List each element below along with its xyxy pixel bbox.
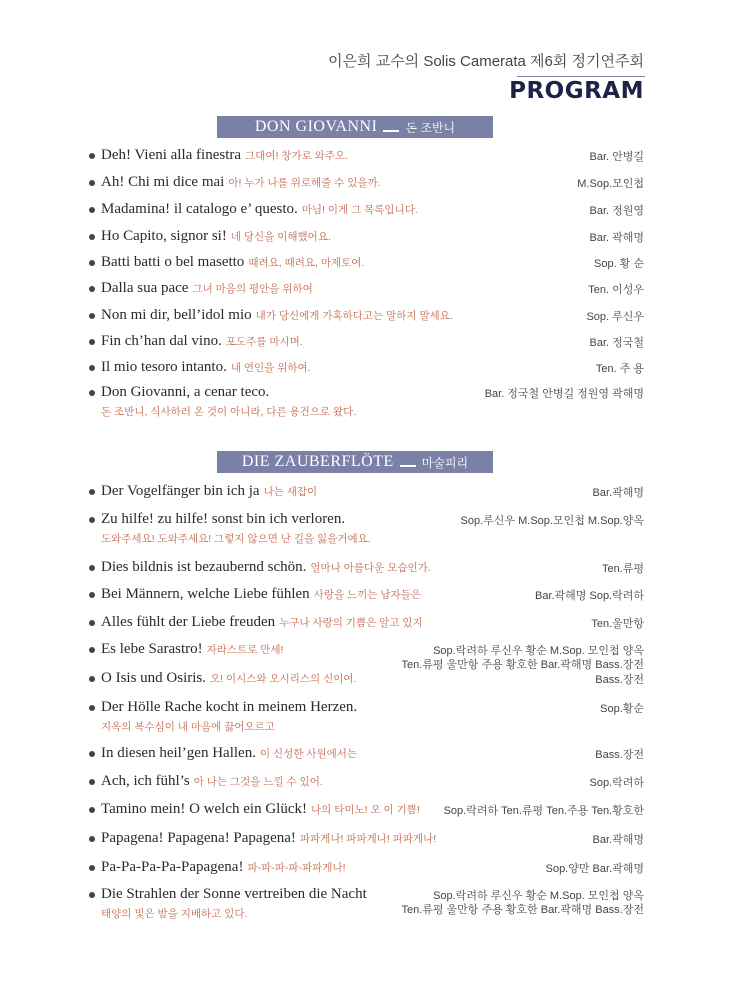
piece-title: Ho Capito, signor si! 네 당신을 이해했어요. bbox=[101, 228, 331, 244]
program-item bbox=[89, 830, 644, 850]
section-title-en: DON GIOVANNI bbox=[254, 118, 378, 135]
performer-line: Bass.장전 bbox=[595, 674, 644, 686]
performer-line: Ten. 이성우 bbox=[588, 284, 644, 296]
performer-line: Sop.루신우 M.Sop.모인첩 M.Sop.양옥 bbox=[460, 515, 644, 527]
bullet-icon bbox=[89, 751, 95, 757]
program-item-line bbox=[89, 147, 644, 167]
program-item bbox=[89, 801, 644, 821]
program-item bbox=[89, 384, 644, 418]
program-item bbox=[89, 614, 644, 634]
performer-line: Bar. 곽해명 bbox=[589, 232, 644, 244]
section-header bbox=[217, 451, 493, 473]
program-item-line bbox=[89, 586, 644, 606]
bullet-icon bbox=[89, 207, 95, 213]
piece-title-korean: 이 신성한 사원에서는 bbox=[259, 748, 358, 760]
performers bbox=[595, 748, 644, 762]
bullet-icon bbox=[89, 313, 95, 319]
piece-title-korean: 아 나는 그것을 느낄 수 있어. bbox=[193, 776, 323, 788]
bullet-icon bbox=[89, 153, 95, 159]
piece-title-korean: 내가 당신에게 가혹하다고는 말하지 말세요. bbox=[255, 310, 453, 322]
piece-title-korean: 마님! 이게 그 목록입니다. bbox=[301, 204, 418, 216]
performer-line: Ten.울만항 bbox=[591, 618, 644, 630]
performers bbox=[444, 804, 644, 818]
bullet-icon bbox=[89, 180, 95, 186]
program-item-line bbox=[89, 201, 644, 221]
piece-title: Fin ch’han dal vino. 포도주를 마시며. bbox=[101, 333, 303, 349]
performers bbox=[591, 617, 644, 631]
program-item bbox=[89, 511, 644, 545]
program-item-line bbox=[89, 307, 644, 327]
performers bbox=[577, 177, 644, 191]
section-title-en: DIE ZAUBERFLÖTE bbox=[241, 453, 394, 470]
program-item-line bbox=[89, 641, 644, 671]
piece-title: Bei Männern, welche Liebe fühlen 사랑을 느끼는 남자들은 bbox=[101, 586, 421, 602]
program-item bbox=[89, 228, 644, 248]
performer-line: Sop.양만 Bar.곽해명 bbox=[545, 863, 644, 875]
performer-line: Bar. 안병길 bbox=[589, 151, 644, 163]
performer-line: Sop.락려하 루신우 황순 M.Sop. 모인첩 양옥 bbox=[433, 890, 644, 902]
program-heading: PROGRAM bbox=[509, 78, 644, 104]
program-item-line bbox=[89, 559, 644, 579]
bullet-icon bbox=[89, 517, 95, 523]
piece-title: Der Hölle Rache kocht in meinem Herzen. bbox=[101, 699, 358, 715]
performers bbox=[594, 257, 644, 271]
performers bbox=[593, 486, 644, 500]
performer-line: Sop. 루신우 bbox=[586, 311, 644, 323]
piece-title-korean: 사랑을 느끼는 남자들은 bbox=[313, 589, 421, 601]
piece-title-korean: 오! 이시스와 오시리스의 신이여. bbox=[210, 673, 357, 685]
program-item bbox=[89, 586, 644, 606]
piece-title-korean: 네 당신을 이해했어요. bbox=[230, 231, 331, 243]
performer-line: Bar. 정국철 bbox=[589, 337, 644, 349]
piece-title: Ah! Chi mi dice mai 아! 누가 나를 위로해줄 수 있을까. bbox=[101, 174, 381, 190]
bullet-icon bbox=[89, 807, 95, 813]
program-item bbox=[89, 699, 644, 733]
program-item bbox=[89, 483, 644, 503]
performer-line: M.Sop.모인첩 bbox=[577, 178, 644, 190]
program-item-line bbox=[89, 670, 644, 690]
program-item bbox=[89, 773, 644, 793]
bullet-icon bbox=[89, 676, 95, 682]
performers bbox=[535, 589, 644, 603]
program-item-line bbox=[89, 614, 644, 634]
program-item-line bbox=[89, 801, 644, 821]
piece-title: Alles fühlt der Liebe freuden 누구나 사랑의 기쁨은 알고 있지 bbox=[101, 614, 423, 630]
bullet-icon bbox=[89, 489, 95, 495]
bullet-icon bbox=[89, 260, 95, 266]
program-item-line bbox=[89, 228, 644, 248]
bullet-icon bbox=[89, 339, 95, 345]
performers bbox=[589, 336, 644, 350]
program-item bbox=[89, 559, 644, 579]
bullet-icon bbox=[89, 286, 95, 292]
performer-line: Ten.류평 bbox=[601, 563, 644, 575]
program-item bbox=[89, 859, 644, 879]
performers bbox=[595, 673, 644, 687]
performers bbox=[589, 776, 644, 790]
program-item bbox=[89, 307, 644, 327]
performers bbox=[588, 283, 644, 297]
performers bbox=[586, 310, 644, 324]
program-item bbox=[89, 886, 644, 920]
piece-title-korean: 나는 새잡이 bbox=[263, 486, 318, 498]
performer-line: Sop.황순 bbox=[600, 703, 644, 715]
bullet-icon bbox=[89, 779, 95, 785]
program-item bbox=[89, 254, 644, 274]
program-item bbox=[89, 359, 644, 379]
program-item-line bbox=[89, 359, 644, 379]
performer-line: Bar.곽해명 bbox=[592, 487, 644, 499]
bullet-icon bbox=[89, 892, 95, 898]
piece-title-korean: 나의 타미노! 오 이 기쁨! bbox=[310, 804, 420, 816]
program-item bbox=[89, 333, 644, 353]
piece-subtitle-korean: 돈 조반니, 식사하러 온 것이 아니라, 다른 용건으로 왔다. bbox=[101, 406, 357, 418]
program-item bbox=[89, 280, 644, 300]
program-item-line bbox=[89, 333, 644, 353]
header-rule bbox=[517, 76, 645, 77]
performers bbox=[546, 862, 644, 876]
piece-title-korean: 아! 누가 나를 위로해줄 수 있을까. bbox=[228, 177, 381, 189]
piece-title: Deh! Vieni alla finestra 그대여! 창가로 와주오. bbox=[101, 147, 348, 163]
piece-title: Il mio tesoro intanto. 내 연인을 위하여. bbox=[101, 359, 311, 375]
performer-line: Sop.락려하 bbox=[589, 777, 644, 789]
program-item-line bbox=[89, 745, 644, 765]
piece-title-korean: 포도주를 마시며. bbox=[225, 336, 303, 348]
piece-title: Der Vogelfänger bin ich ja 나는 새잡이 bbox=[101, 483, 318, 499]
program-item bbox=[89, 670, 644, 690]
section-header bbox=[217, 116, 493, 138]
section-title-ko: 돈 조반니 bbox=[405, 120, 456, 135]
performers bbox=[589, 231, 644, 245]
program-item bbox=[89, 174, 644, 194]
performer-line: Bar.곽해명 bbox=[592, 834, 644, 846]
piece-title: In diesen heil’gen Hallen. 이 신성한 사원에서는 bbox=[101, 745, 358, 761]
header-title: 이은희 교수의 Solis Camerata 제6회 정기연주회 bbox=[328, 53, 644, 70]
bullet-icon bbox=[89, 865, 95, 871]
performer-line: Sop.락려하 루신우 황순 M.Sop. 모인첩 양옥 bbox=[433, 645, 644, 657]
piece-title-korean: 때려요, 때려요, 마제토여. bbox=[248, 257, 365, 269]
performer-line: Ten. 주 용 bbox=[595, 363, 644, 375]
program-item-line bbox=[89, 511, 644, 531]
performers bbox=[461, 514, 644, 528]
bullet-icon bbox=[89, 592, 95, 598]
program-item bbox=[89, 201, 644, 221]
piece-title: Batti batti o bel masetto 때려요, 때려요, 마제토여. bbox=[101, 254, 365, 270]
section-title-dash bbox=[400, 465, 416, 467]
piece-title: O Isis und Osiris. 오! 이시스와 오시리스의 신이여. bbox=[101, 670, 357, 686]
bullet-icon bbox=[89, 365, 95, 371]
program-item-line bbox=[89, 280, 644, 300]
piece-title: Die Strahlen der Sonne vertreiben die Nacht bbox=[101, 886, 367, 902]
program-item-line bbox=[89, 859, 644, 879]
performers bbox=[596, 362, 644, 376]
performer-line: Ten.류평 울만항 주용 황호한 Bar.곽해명 Bass.장전 bbox=[401, 659, 644, 671]
program-item-line bbox=[89, 830, 644, 850]
program-item-line bbox=[89, 699, 644, 719]
section-title-dash bbox=[383, 130, 399, 132]
piece-title-korean: 내 연인을 위하여. bbox=[230, 362, 311, 374]
performers bbox=[589, 204, 644, 218]
bullet-icon bbox=[89, 647, 95, 653]
performers bbox=[401, 644, 644, 672]
bullet-icon bbox=[89, 620, 95, 626]
bullet-icon bbox=[89, 565, 95, 571]
piece-title: Dies bildnis ist bezaubernd schön. 얼마나 아름다운 모습인가. bbox=[101, 559, 431, 575]
performers bbox=[485, 387, 644, 401]
performer-line: Ten.류평 울만항 주용 황호한 Bar.곽해명 Bass.장전 bbox=[401, 904, 644, 916]
piece-title-korean: 그대여! 창가로 와주오. bbox=[245, 150, 348, 162]
performers bbox=[401, 889, 644, 917]
performers bbox=[602, 562, 644, 576]
performer-line: Bar.곽해명 Sop.락려하 bbox=[534, 590, 644, 602]
bullet-icon bbox=[89, 836, 95, 842]
performer-line: Bar. 정국철 안병길 정원영 곽해명 bbox=[484, 388, 644, 400]
piece-subtitle-korean: 지옥의 복수심이 내 마음에 끓어오르고 bbox=[101, 721, 275, 733]
piece-subtitle-korean: 도와주세요! 도와주세요! 그렇지 않으면 난 길을 잃을거예요. bbox=[101, 533, 371, 545]
performers bbox=[593, 833, 644, 847]
program-item bbox=[89, 147, 644, 167]
piece-title-korean: 얼마나 아름다운 모습인가. bbox=[310, 562, 431, 574]
performer-line: Sop. 황 순 bbox=[594, 258, 644, 270]
performers bbox=[600, 702, 644, 716]
piece-title: Es lebe Sarastro! 자라스트로 만세! bbox=[101, 641, 284, 657]
piece-title-korean: 파-파-파-파-파파게나! bbox=[247, 862, 346, 874]
program-item-line bbox=[89, 773, 644, 793]
piece-title: Dalla sua pace 그녀 마음의 평안을 위하여 bbox=[101, 280, 313, 296]
piece-title-korean: 자라스트로 만세! bbox=[206, 644, 284, 656]
piece-subtitle-korean: 태양의 빛은 밤을 지배하고 있다. bbox=[101, 908, 248, 920]
piece-title-korean: 누구나 사랑의 기쁨은 알고 있지 bbox=[279, 617, 423, 629]
piece-title: Tamino mein! O welch ein Glück! 나의 타미노! 오 이 기쁨! bbox=[101, 801, 420, 817]
bullet-icon bbox=[89, 234, 95, 240]
piece-title: Pa-Pa-Pa-Pa-Papagena! 파-파-파-파-파파게나! bbox=[101, 859, 346, 875]
performer-line: Sop.락려하 Ten.류평 Ten.주용 Ten.황호한 bbox=[443, 805, 644, 817]
piece-title: Don Giovanni, a cenar teco. bbox=[101, 384, 270, 400]
piece-title: Zu hilfe! zu hilfe! sonst bin ich verloren. bbox=[101, 511, 346, 527]
program-item bbox=[89, 745, 644, 765]
performer-line: Bar. 정원영 bbox=[589, 205, 644, 217]
piece-title-korean: 그녀 마음의 평안을 위하여 bbox=[192, 283, 313, 295]
piece-title: Ach, ich fühl’s 아 나는 그것을 느낄 수 있어. bbox=[101, 773, 323, 789]
program-item-line bbox=[89, 483, 644, 503]
program-item-line bbox=[89, 384, 644, 404]
bullet-icon bbox=[89, 705, 95, 711]
program-item-line bbox=[89, 254, 644, 274]
piece-title: Madamina! il catalogo e’ questo. 마님! 이게 그 목록입니다. bbox=[101, 201, 418, 217]
program-item-line bbox=[89, 174, 644, 194]
bullet-icon bbox=[89, 390, 95, 396]
section-title-ko: 마술피리 bbox=[421, 455, 469, 470]
piece-title: Non mi dir, bell’idol mio 내가 당신에게 가혹하다고는 말하지 말세요. bbox=[101, 307, 453, 323]
piece-title-korean: 파파게나! 파파게나! 파파게나! bbox=[299, 833, 437, 845]
piece-title: Papagena! Papagena! Papagena! 파파게나! 파파게나! 파파게나! bbox=[101, 830, 437, 846]
performers bbox=[589, 150, 644, 164]
performer-line: Bass.장전 bbox=[595, 749, 644, 761]
program-item bbox=[89, 641, 644, 671]
